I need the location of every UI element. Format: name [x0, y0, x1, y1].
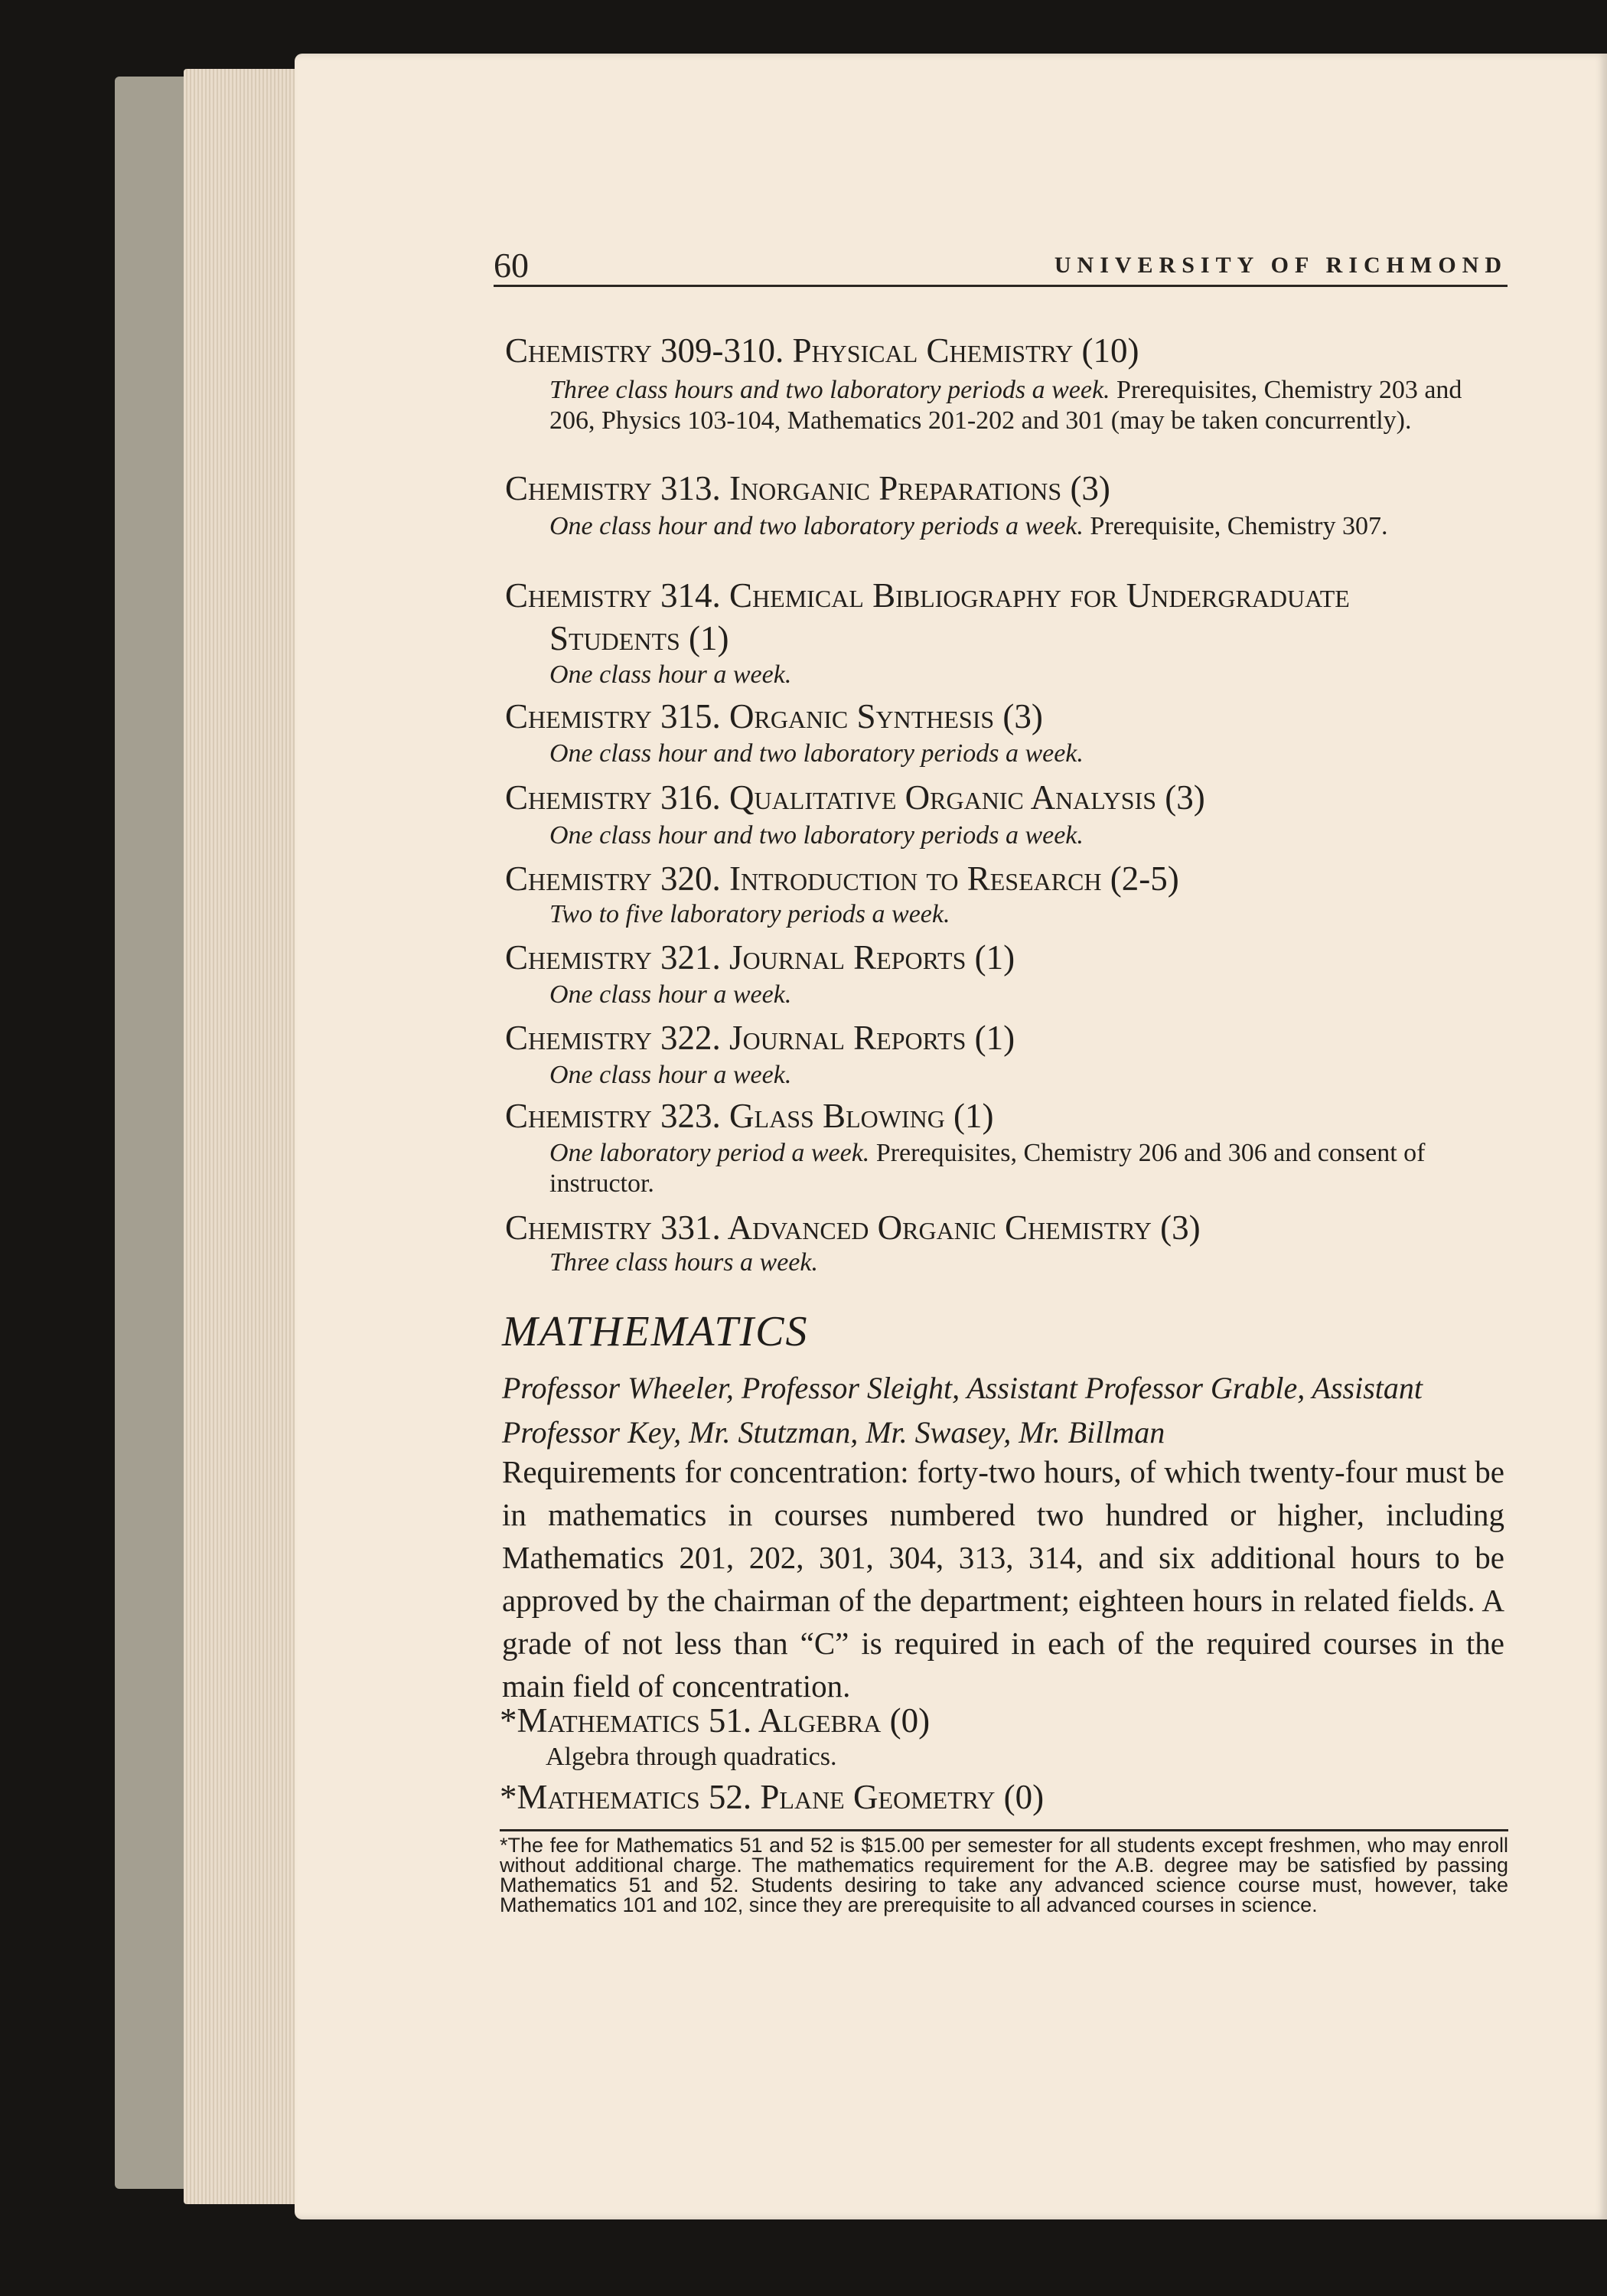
course-heading: Chemistry 315. Organic Synthesis (3) [505, 697, 1043, 735]
course-heading: Chemistry 320. Introduction to Research (2-5) [505, 859, 1179, 898]
course-description-italic: One class hour and two laboratory periods a week. [549, 739, 1084, 768]
course-description [549, 511, 1502, 542]
course-heading: Chemistry 314. Chemical Bibliography for Undergraduate [505, 576, 1350, 615]
course-description [549, 375, 1502, 436]
course-description [549, 1138, 1502, 1199]
course-description-italic: Three class hours a week. [549, 1248, 818, 1277]
footnote: *The fee for Mathematics 51 and 52 is $15.00 per semester for all students except freshmen, who may enroll without additional charge. The mathematics requirement for the A.B. degree may be satisfied by passing Mathematics 51 and 52. Students desiring to take any advanced science course must, however, take Mathematics 101 and 102, since they are prerequisite to all advanced courses in science. [500, 1834, 1508, 1916]
footnote-divider [500, 1829, 1508, 1831]
course-heading: Chemistry 313. Inorganic Preparations (3) [505, 469, 1110, 507]
course-description-italic: One class hour a week. [549, 1061, 792, 1089]
department-title: MATHEMATICS [502, 1308, 809, 1355]
course-description-plain: Prerequisites, Chemistry 206 and 306 and consent of instructor. [549, 1139, 1426, 1198]
course-description [549, 739, 1502, 769]
course-heading: *Mathematics 52. Plane Geometry (0) [500, 1778, 1045, 1816]
course-description [549, 1060, 1502, 1091]
course-description-italic: One laboratory period a week. [549, 1139, 870, 1167]
course-description [549, 1247, 1502, 1278]
course-description-plain: Prerequisite, Chemistry 307. [1083, 512, 1388, 540]
course-description-italic: Two to five laboratory periods a week. [549, 900, 950, 928]
course-description [549, 660, 1502, 690]
course-description-italic: One class hour a week. [549, 980, 792, 1009]
course-heading: Chemistry 321. Journal Reports (1) [505, 938, 1015, 977]
course-description [549, 899, 1502, 930]
course-description [549, 980, 1502, 1010]
course-heading: Chemistry 316. Qualitative Organic Analysis (3) [505, 778, 1205, 817]
department-faculty: Professor Wheeler, Professor Sleight, Assistant Professor Grable, Assistant Professor Key, Mr. Stutzman, Mr. Swasey, Mr. Billman [502, 1371, 1423, 1450]
course-description-italic: One class hour and two laboratory periods a week. [549, 512, 1084, 540]
course-description [549, 820, 1502, 851]
page-number: 60 [494, 246, 529, 285]
course-description-italic: One class hour a week. [549, 660, 792, 689]
department-requirements: Requirements for concentration: forty-two hours, of which twenty-four must be in mathematics in courses numbered two hundred or higher, including Mathematics 201, 202, 301, 304, 313, 314, and six additional hours to be approved by the chairman of the department; eighteen hours in related fields. A grade of not less than “C” is required in each of the required courses in the main field of concentration. [502, 1454, 1504, 1704]
course-heading: Chemistry 331. Advanced Organic Chemistry (3) [505, 1208, 1201, 1247]
course-heading: *Mathematics 51. Algebra (0) [500, 1701, 931, 1740]
course-description-italic: One class hour and two laboratory periods a week. [549, 821, 1084, 850]
course-heading: Chemistry 309-310. Physical Chemistry (10) [505, 331, 1139, 370]
running-title: UNIVERSITY OF RICHMOND [1054, 253, 1508, 278]
course-description-plain: Prerequisites, Chemistry 203 and 206, Physics 103-104, Mathematics 201-202 and 301 (may be taken concurrently). [549, 376, 1462, 435]
course-description-italic: Three class hours and two laboratory periods a week. [549, 376, 1110, 404]
running-head [494, 245, 1508, 287]
course-heading-continued: Students (1) [549, 619, 729, 657]
course-heading: Chemistry 323. Glass Blowing (1) [505, 1097, 994, 1135]
course-description: Algebra through quadratics. [546, 1743, 837, 1771]
course-heading: Chemistry 322. Journal Reports (1) [505, 1019, 1015, 1057]
